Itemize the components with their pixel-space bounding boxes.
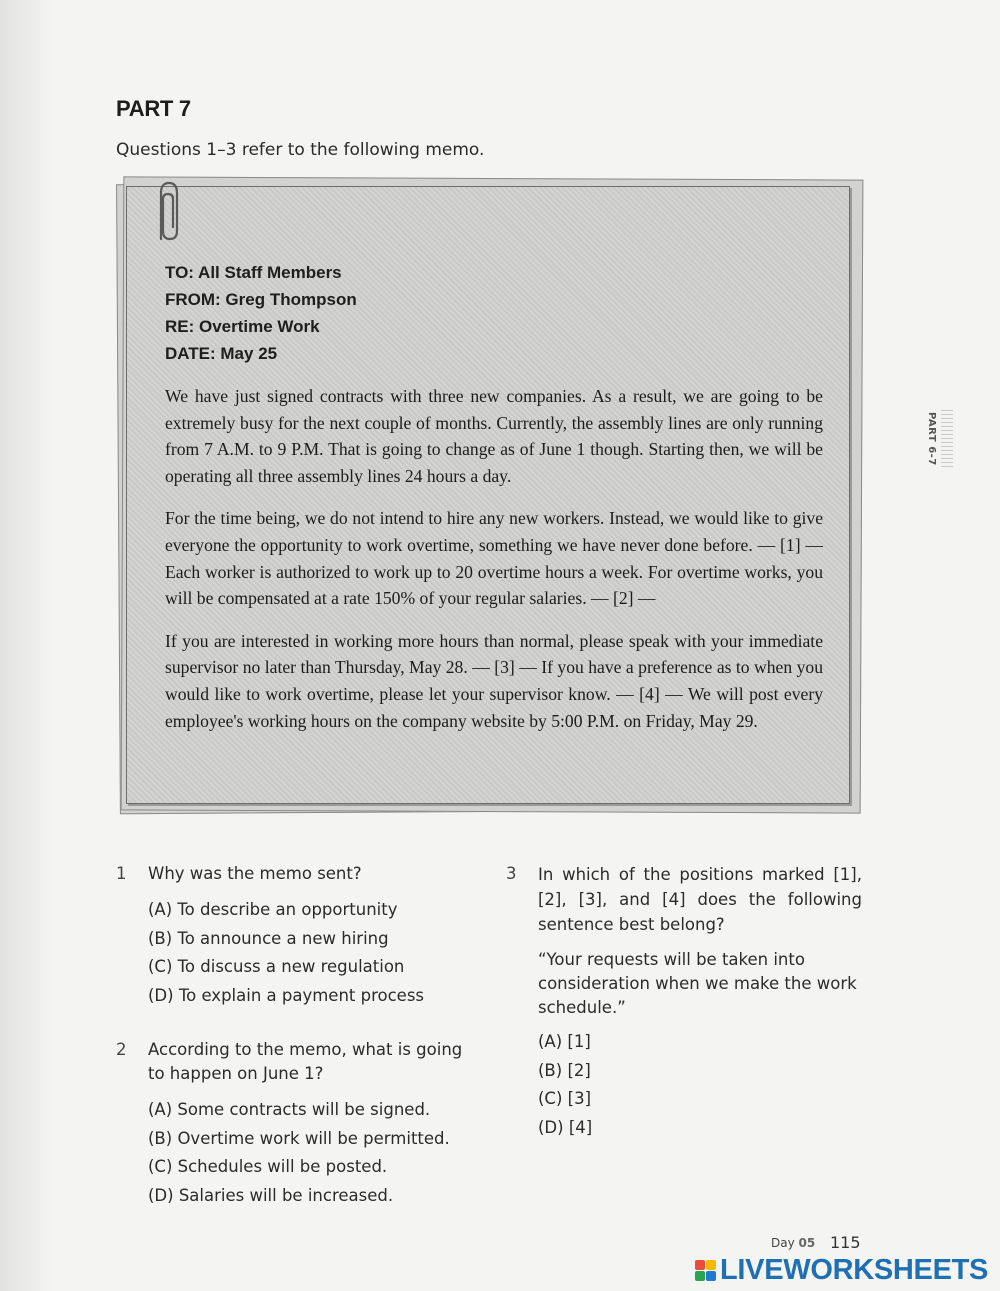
day-label-text: Day [771,1236,795,1250]
day-label [771,1236,815,1250]
answer-options [148,898,424,1012]
page-title: PART 7 [116,96,191,121]
memo-paragraph: If you are interested in working more hours than normal, please speak with your immediate supervisor no later than Thursday, May 28. — [3] — If you have a preference as to when you would like to work overtime, please let your supervisor know. — [4] — We will post every employee's working hours on the company website by 5:00 P.M. on Friday, May 29. [165,630,823,731]
logo-square [695,1271,705,1281]
answer-option[interactable]: (B) [2] [538,1060,591,1080]
page-number: 115 [830,1233,861,1252]
memo-from: FROM: Greg Thompson [165,290,357,309]
memo-to: TO: All Staff Members [165,263,342,282]
answer-option[interactable]: (A) [1] [538,1032,591,1051]
answer-option[interactable]: (D) To explain a payment process [148,985,425,1005]
logo-square [706,1271,716,1281]
question-stem: Why was the memo sent? [148,864,362,883]
question-stem: In which of the positions marked [1], [2], [3], and [4] does the following sentence best belong? [538,865,862,934]
answer-option[interactable]: (C) To discuss a new regulation [148,957,405,976]
answer-options [148,1098,450,1212]
question-number: 1 [116,864,127,883]
memo-body [165,383,823,750]
answer-option[interactable]: (B) Overtime work will be permitted. [148,1128,450,1148]
side-tab-lines [941,410,953,468]
scan-edge [0,0,52,1291]
answer-option[interactable]: (C) [3] [538,1089,592,1108]
liveworksheets-brand[interactable] [695,1254,988,1287]
memo-re: RE: Overtime Work [165,317,320,336]
memo-paragraph: We have just signed contracts with three new companies. As a result, we are going to be extremely busy for the next couple of months. Currently, the assembly lines are only running from 7 A.M. to 9 P.M. That is going to change as of June 1 though. Starting then, we will be operating all three assembly lines 24 hours a day. [165,386,823,486]
memo-header [165,259,357,367]
paperclip-icon [151,179,185,245]
answer-option[interactable]: (A) Some contracts will be signed. [148,1100,431,1119]
question-quote: “Your requests will be taken into consideration when we make the work schedule.” [538,950,857,1017]
side-tab: PART 6-7 [926,412,937,466]
answer-option[interactable]: (A) To describe an opportunity [148,900,398,919]
answer-option[interactable]: (D) Salaries will be increased. [148,1185,394,1205]
questions-intro: Questions 1–3 refer to the following memo. [116,140,485,160]
answer-option[interactable]: (D) [4] [538,1117,593,1137]
memo-sheet [126,186,850,804]
liveworksheets-logo-icon [695,1260,716,1281]
logo-square [695,1260,705,1270]
memo [116,176,864,822]
question-number: 3 [506,864,517,883]
question-stem: According to the memo, what is going to happen on June 1? [148,1040,463,1083]
day-number: 05 [798,1236,816,1250]
answer-option[interactable]: (B) To announce a new hiring [148,928,389,948]
memo-paragraph: For the time being, we do not intend to hire any new workers. Instead, we would like to give everyone the opportunity to work overtime, something we have never done before. — [1] — Each worker is authorized to work up to 20 overtime hours a week. For overtime works, you will be compensated at a rate 150% of your regular salaries. — [2] — [165,508,823,609]
memo-date: DATE: May 25 [165,344,278,363]
answer-options [538,1030,592,1144]
question-number: 2 [116,1040,127,1059]
brand-name: LIVEWORKSHEETS [720,1254,989,1286]
answer-option[interactable]: (C) Schedules will be posted. [148,1157,388,1176]
logo-square [706,1260,716,1270]
